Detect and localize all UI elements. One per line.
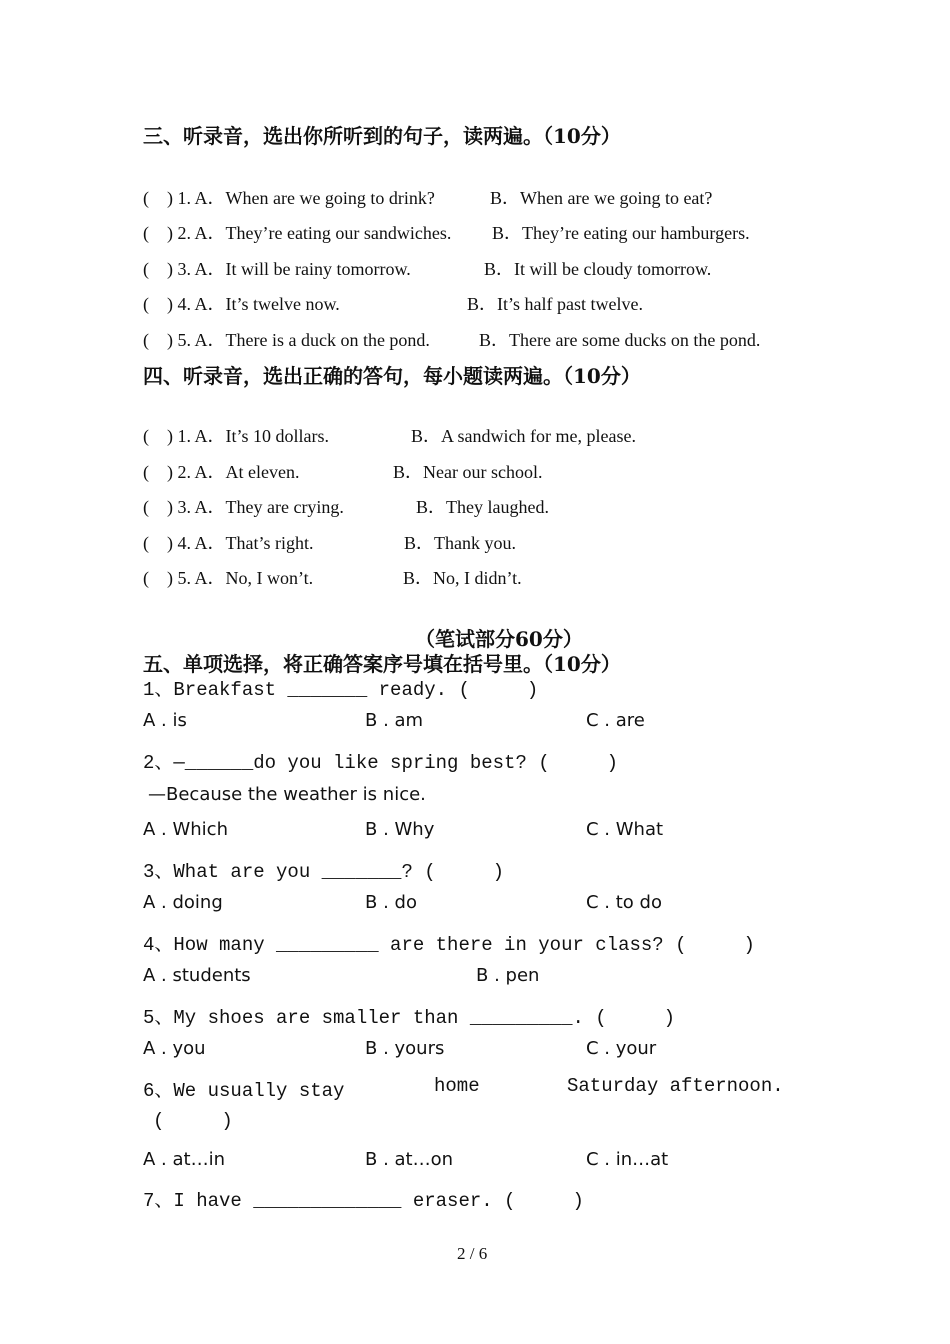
s5-q6-stem-part3: Saturday afternoon. bbox=[567, 1075, 784, 1097]
s3-q4-b: B．It’s half past twelve. bbox=[467, 294, 643, 314]
s5-q2-option-a: A . Which bbox=[143, 819, 228, 840]
s3-q2-a: ( ) 2. A．They’re eating our sandwiches. bbox=[143, 223, 452, 243]
s3-q1-b: B．When are we going to eat? bbox=[490, 188, 713, 208]
written-part-heading: （笔试部分60分） bbox=[415, 627, 583, 651]
s4-q3-a: ( ) 3. A．They are crying. bbox=[143, 497, 344, 517]
s5-q1-option-a: A . is bbox=[143, 710, 187, 731]
section4-title: 四、听录音，选出正确的答句，每小题读两遍。（10分） bbox=[143, 364, 641, 388]
s4-q4-b: B．Thank you. bbox=[404, 533, 516, 553]
s5-q5-option-b: B . yours bbox=[365, 1038, 445, 1059]
s5-q1-option-b: B . am bbox=[365, 710, 424, 731]
s5-q2-option-b: B . Why bbox=[365, 819, 435, 840]
s5-q4-option-a: A . students bbox=[143, 965, 251, 986]
s3-q2-b: B．They’re eating our hamburgers. bbox=[492, 223, 750, 243]
s5-q3-option-a: A . doing bbox=[143, 892, 223, 913]
s5-q6-answer-bracket: ( ) bbox=[153, 1110, 233, 1132]
section5-title: 五、单项选择，将正确答案序号填在括号里。（10分） bbox=[143, 652, 621, 676]
s5-q1-stem: 1、Breakfast _______ ready. ( ) bbox=[143, 679, 539, 701]
s3-q1-a: ( ) 1. A．When are we going to drink? bbox=[143, 188, 435, 208]
s4-q3-b: B．They laughed. bbox=[416, 497, 549, 517]
s5-q5-option-c: C . your bbox=[586, 1038, 657, 1059]
section3-title: 三、听录音，选出你所听到的句子，读两遍。（10分） bbox=[143, 124, 621, 148]
s5-q6-stem-part1: 6、We usually stay bbox=[143, 1080, 345, 1102]
s3-q5-a: ( ) 5. A．There is a duck on the pond. bbox=[143, 330, 430, 350]
s5-q4-option-b: B . pen bbox=[476, 965, 540, 986]
s4-q2-b: B．Near our school. bbox=[393, 462, 543, 482]
s5-q5-stem: 5、My shoes are smaller than _________. ( ) bbox=[143, 1007, 676, 1029]
s5-q4-stem: 4、How many _________ are there in your class? ( ) bbox=[143, 934, 755, 956]
s5-q6-stem-part2: home bbox=[434, 1075, 480, 1097]
s3-q4-a: ( ) 4. A．It’s twelve now. bbox=[143, 294, 340, 314]
s5-q2-stem: 2、—______do you like spring best? ( ) bbox=[143, 752, 619, 774]
s4-q2-a: ( ) 2. A．At eleven. bbox=[143, 462, 300, 482]
s5-q6-option-c: C . in…at bbox=[586, 1149, 669, 1170]
s5-q3-stem: 3、What are you _______? ( ) bbox=[143, 861, 505, 883]
s5-q3-option-b: B . do bbox=[365, 892, 417, 913]
s4-q5-a: ( ) 5. A．No, I won’t. bbox=[143, 568, 314, 588]
s3-q5-b: B．There are some ducks on the pond. bbox=[479, 330, 761, 350]
page-number: 2 / 6 bbox=[457, 1244, 488, 1263]
s5-q5-option-a: A . you bbox=[143, 1038, 206, 1059]
s5-q6-option-a: A . at…in bbox=[143, 1149, 225, 1170]
s3-q3-b: B．It will be cloudy tomorrow. bbox=[484, 259, 712, 279]
s4-q4-a: ( ) 4. A．That’s right. bbox=[143, 533, 314, 553]
s3-q3-a: ( ) 3. A．It will be rainy tomorrow. bbox=[143, 259, 411, 279]
s5-q1-option-c: C . are bbox=[586, 710, 645, 731]
s4-q1-a: ( ) 1. A．It’s 10 dollars. bbox=[143, 426, 329, 446]
s5-q6-option-b: B . at…on bbox=[365, 1149, 454, 1170]
s5-q2-option-c: C . What bbox=[586, 819, 664, 840]
s5-q2-reply: —Because the weather is nice. bbox=[148, 784, 426, 805]
s4-q5-b: B．No, I didn’t. bbox=[403, 568, 522, 588]
s4-q1-b: B．A sandwich for me, please. bbox=[411, 426, 636, 446]
s5-q3-option-c: C . to do bbox=[586, 892, 662, 913]
s5-q7-stem: 7、I have _____________ eraser. ( ) bbox=[143, 1190, 584, 1212]
